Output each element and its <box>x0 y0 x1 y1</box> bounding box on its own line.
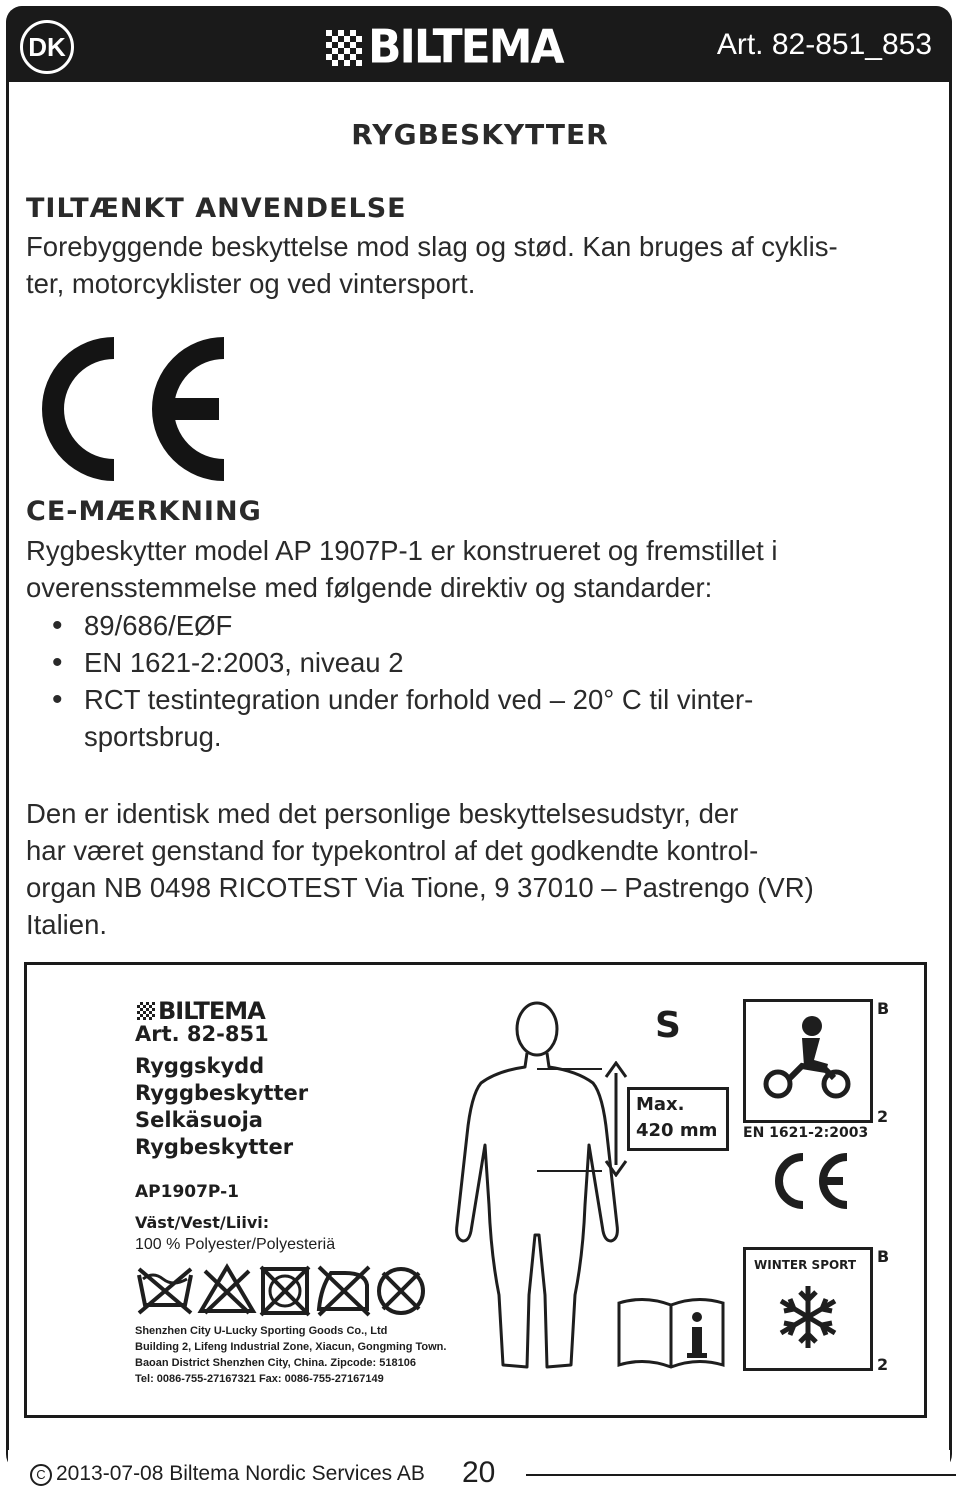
text-line: har været genstand for typekontrol af det godkendte kontrol- <box>26 835 759 866</box>
header-bar <box>6 6 952 82</box>
footer-rule <box>526 1474 956 1476</box>
product-label <box>24 962 927 1418</box>
checker-icon <box>137 1002 155 1020</box>
ce-mark-icon <box>24 334 239 484</box>
standard-label: EN 1621-2:2003 <box>743 1125 869 1141</box>
moto-class: B <box>877 999 890 1018</box>
article-number: Art. 82-851_853 <box>716 28 932 61</box>
winter-sport-label: WINTER SPORT <box>754 1258 857 1272</box>
snowflake-icon <box>776 1282 840 1352</box>
list-item-text: RCT testintegration under forhold ved – 20° C til vinter- <box>84 684 754 715</box>
label-name-sv: Ryggskydd <box>135 1054 265 1078</box>
manufacturer-info <box>135 1323 446 1387</box>
ce-marking-heading: CE-MÆRKNING <box>26 496 262 527</box>
footer-copyright <box>30 1462 425 1486</box>
manufacturer-line: Baoan District Shenzhen City, China. Zipcode: 518106 <box>135 1357 416 1369</box>
no-tumble-dry-icon <box>261 1267 309 1315</box>
text-line: Rygbeskytter model AP 1907P-1 er konstrueret og fremstillet i <box>26 535 778 566</box>
no-dry-clean-icon <box>379 1269 423 1313</box>
label-material: 100 % Polyester/Polyesteriä <box>135 1236 336 1253</box>
copyright-text: 2013-07-08 Biltema Nordic Services AB <box>56 1462 425 1485</box>
text-line: ter, motorcyklister og ved vintersport. <box>26 268 476 299</box>
no-wash-icon <box>139 1269 191 1313</box>
body-silhouette-icon <box>437 995 637 1395</box>
text-line: organ NB 0498 RICOTEST Via Tione, 9 37010 – Pastrengo (VR) <box>26 872 814 903</box>
winter-sport-box <box>743 1247 873 1371</box>
list-item-text: 89/686/EØF <box>84 610 233 641</box>
winter-level: 2 <box>877 1355 889 1374</box>
checker-icon <box>326 30 362 66</box>
text-line: overensstemmelse med følgende direktiv og standarder: <box>26 572 713 603</box>
language-badge: DK <box>20 20 74 74</box>
label-logo <box>137 997 265 1025</box>
page-title: RYGBESKYTTER <box>351 118 609 151</box>
motorcycle-box <box>743 999 873 1123</box>
list-item <box>50 681 910 755</box>
brand-name: BILTEMA <box>368 20 563 75</box>
no-iron-icon <box>319 1267 369 1315</box>
page-number: 20 <box>462 1456 496 1489</box>
manufacturer-line: Building 2, Lifeng Industrial Zone, Xiacun, Gongming Town. <box>135 1341 447 1353</box>
label-material-heading: Väst/Vest/Liivi: <box>135 1213 270 1232</box>
list-item-text: EN 1621-2:2003, niveau 2 <box>84 647 404 678</box>
list-item-text: sportsbrug. <box>84 721 222 752</box>
label-article: Art. 82-851 <box>135 1022 269 1046</box>
list-item <box>50 607 910 644</box>
intended-use-heading: TILTÆNKT ANVENDELSE <box>26 193 407 224</box>
text-line: Den er identisk med det personlige beskyttelsesudstyr, der <box>26 798 739 829</box>
ce-mark-small-icon <box>765 1151 855 1211</box>
max-value: 420 mm <box>636 1120 718 1141</box>
motorcycle-icon <box>752 1008 860 1110</box>
list-item <box>50 644 910 681</box>
ce-marking-text <box>26 532 931 606</box>
copyright-icon: C <box>30 1464 52 1486</box>
moto-level: 2 <box>877 1107 889 1126</box>
intended-use-text <box>26 228 931 302</box>
text-line: Italien. <box>26 909 108 940</box>
label-model: AP1907P-1 <box>135 1182 239 1202</box>
manufacturer-line: Tel: 0086-755-27167321 Fax: 0086-755-27167149 <box>135 1373 384 1385</box>
max-measure-box <box>627 1087 729 1151</box>
care-symbols <box>135 1261 431 1321</box>
max-label: Max. <box>636 1094 685 1115</box>
label-name-dk: Rygbeskytter <box>135 1135 294 1159</box>
size-label: S <box>655 1005 681 1046</box>
label-name-no: Ryggbeskytter <box>135 1081 309 1105</box>
manufacturer-line: Shenzhen City U-Lucky Sporting Goods Co., Ltd <box>135 1325 388 1337</box>
standards-list <box>50 607 910 755</box>
winter-class: B <box>877 1247 890 1266</box>
no-bleach-icon <box>201 1267 253 1313</box>
label-name-fi: Selkäsuoja <box>135 1108 263 1132</box>
read-manual-icon <box>615 1295 727 1371</box>
label-brand: BILTEMA <box>158 997 265 1025</box>
biltema-logo <box>326 22 563 73</box>
identity-text <box>26 795 931 943</box>
text-line: Forebyggende beskyttelse mod slag og stød. Kan bruges af cyklis- <box>26 231 838 262</box>
